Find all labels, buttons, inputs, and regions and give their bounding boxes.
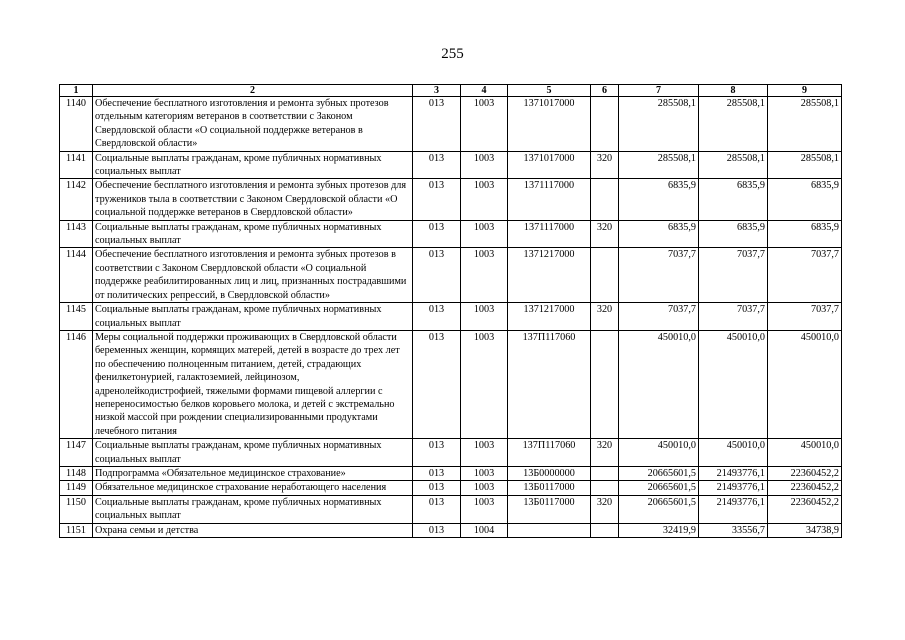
target-code-cell: 137П117060 <box>508 439 591 467</box>
expense-type-cell <box>591 330 619 438</box>
amount-col9-cell: 22360452,2 <box>768 495 842 523</box>
section-code-cell: 1003 <box>461 151 508 179</box>
row-number-cell: 1140 <box>60 97 93 152</box>
row-name-cell: Социальные выплаты гражданам, кроме публичных нормативных социальных выплат <box>93 303 413 331</box>
row-name-cell: Социальные выплаты гражданам, кроме публичных нормативных социальных выплат <box>93 151 413 179</box>
expense-type-cell <box>591 466 619 480</box>
amount-col8-cell: 7037,7 <box>699 248 768 303</box>
amount-col9-cell: 22360452,2 <box>768 466 842 480</box>
admin-code-cell: 013 <box>413 439 461 467</box>
target-code-cell: 13Б0117000 <box>508 495 591 523</box>
target-code-cell: 13Б0000000 <box>508 466 591 480</box>
section-code-cell: 1003 <box>461 97 508 152</box>
amount-col9-cell: 7037,7 <box>768 248 842 303</box>
row-name-cell: Меры социальной поддержки проживающих в Свердловской области беременных женщин, кормящих матерей, детей в возрасте до трех лет по обеспечению полноценным питанием, детей, страдающих фенилкетонурией, галактоземией, лейцинозом, адренолейкодистрофией, тяжелыми формами пищевой аллергии с непереносимостью белков коровьего молока, и детей с экстремально низкой массой при рождении специализированными продуктами лечебного питания <box>93 330 413 438</box>
amount-col7-cell: 285508,1 <box>619 97 699 152</box>
amount-col7-cell: 7037,7 <box>619 248 699 303</box>
header-col-8: 8 <box>699 85 768 97</box>
header-col-3: 3 <box>413 85 461 97</box>
row-number-cell: 1143 <box>60 220 93 248</box>
section-code-cell: 1003 <box>461 303 508 331</box>
amount-col9-cell: 6835,9 <box>768 179 842 220</box>
table-body <box>60 97 842 538</box>
amount-col8-cell: 21493776,1 <box>699 481 768 495</box>
row-name-cell: Подпрограмма «Обязательное медицинское страхование» <box>93 466 413 480</box>
header-col-5: 5 <box>508 85 591 97</box>
row-name-cell: Социальные выплаты гражданам, кроме публичных нормативных социальных выплат <box>93 439 413 467</box>
section-code-cell: 1003 <box>461 330 508 438</box>
amount-col9-cell: 285508,1 <box>768 97 842 152</box>
amount-col8-cell: 6835,9 <box>699 220 768 248</box>
table-row <box>60 495 842 523</box>
header-col-4: 4 <box>461 85 508 97</box>
amount-col8-cell: 285508,1 <box>699 97 768 152</box>
section-code-cell: 1003 <box>461 248 508 303</box>
row-name-cell: Обеспечение бесплатного изготовления и ремонта зубных протезов в соответствии с Законом Свердловской области «О социальной поддержке реабилитированных лиц и лиц, признанных пострадавшими от политических репрессий, в Свердловской области» <box>93 248 413 303</box>
row-number-cell: 1147 <box>60 439 93 467</box>
row-name-cell: Социальные выплаты гражданам, кроме публичных нормативных социальных выплат <box>93 495 413 523</box>
admin-code-cell: 013 <box>413 523 461 537</box>
expense-type-cell: 320 <box>591 495 619 523</box>
expense-type-cell: 320 <box>591 220 619 248</box>
header-col-9: 9 <box>768 85 842 97</box>
amount-col9-cell: 450010,0 <box>768 330 842 438</box>
table-row <box>60 151 842 179</box>
admin-code-cell: 013 <box>413 151 461 179</box>
header-col-2: 2 <box>93 85 413 97</box>
budget-table <box>59 84 842 538</box>
row-name-cell: Социальные выплаты гражданам, кроме публичных нормативных социальных выплат <box>93 220 413 248</box>
table-row <box>60 523 842 537</box>
amount-col9-cell: 7037,7 <box>768 303 842 331</box>
section-code-cell: 1003 <box>461 466 508 480</box>
row-number-cell: 1148 <box>60 466 93 480</box>
row-name-cell: Обеспечение бесплатного изготовления и ремонта зубных протезов для тружеников тыла в соответствии с Законом Свердловской области «О социальной поддержке ветеранов в Свердловской области» <box>93 179 413 220</box>
amount-col9-cell: 34738,9 <box>768 523 842 537</box>
header-col-1: 1 <box>60 85 93 97</box>
table-row <box>60 303 842 331</box>
amount-col8-cell: 21493776,1 <box>699 495 768 523</box>
amount-col7-cell: 450010,0 <box>619 330 699 438</box>
row-number-cell: 1145 <box>60 303 93 331</box>
target-code-cell: 137П117060 <box>508 330 591 438</box>
expense-type-cell: 320 <box>591 303 619 331</box>
expense-type-cell <box>591 97 619 152</box>
amount-col7-cell: 450010,0 <box>619 439 699 467</box>
expense-type-cell <box>591 179 619 220</box>
table-header-row <box>60 85 842 97</box>
row-name-cell: Обязательное медицинское страхование неработающего населения <box>93 481 413 495</box>
table-row <box>60 481 842 495</box>
expense-type-cell <box>591 248 619 303</box>
row-number-cell: 1144 <box>60 248 93 303</box>
page-number: 255 <box>441 46 464 62</box>
admin-code-cell: 013 <box>413 481 461 495</box>
target-code-cell: 1371117000 <box>508 220 591 248</box>
table-row <box>60 97 842 152</box>
admin-code-cell: 013 <box>413 330 461 438</box>
expense-type-cell <box>591 523 619 537</box>
amount-col9-cell: 22360452,2 <box>768 481 842 495</box>
amount-col8-cell: 285508,1 <box>699 151 768 179</box>
amount-col7-cell: 20665601,5 <box>619 466 699 480</box>
section-code-cell: 1003 <box>461 220 508 248</box>
target-code-cell: 1371217000 <box>508 303 591 331</box>
row-number-cell: 1142 <box>60 179 93 220</box>
amount-col8-cell: 21493776,1 <box>699 466 768 480</box>
row-name-cell: Обеспечение бесплатного изготовления и ремонта зубных протезов отдельным категориям ветеранов в соответствии с Законом Свердловской области «О социальной поддержке ветеранов в Свердловской области» <box>93 97 413 152</box>
amount-col8-cell: 7037,7 <box>699 303 768 331</box>
target-code-cell: 1371017000 <box>508 151 591 179</box>
row-name-cell: Охрана семьи и детства <box>93 523 413 537</box>
table-row <box>60 330 842 438</box>
admin-code-cell: 013 <box>413 466 461 480</box>
header-col-6: 6 <box>591 85 619 97</box>
target-code-cell <box>508 523 591 537</box>
table-row <box>60 466 842 480</box>
admin-code-cell: 013 <box>413 179 461 220</box>
section-code-cell: 1003 <box>461 495 508 523</box>
amount-col7-cell: 6835,9 <box>619 179 699 220</box>
amount-col7-cell: 20665601,5 <box>619 481 699 495</box>
target-code-cell: 1371117000 <box>508 179 591 220</box>
header-col-7: 7 <box>619 85 699 97</box>
admin-code-cell: 013 <box>413 303 461 331</box>
expense-type-cell <box>591 481 619 495</box>
amount-col7-cell: 7037,7 <box>619 303 699 331</box>
amount-col8-cell: 6835,9 <box>699 179 768 220</box>
row-number-cell: 1141 <box>60 151 93 179</box>
row-number-cell: 1151 <box>60 523 93 537</box>
amount-col7-cell: 20665601,5 <box>619 495 699 523</box>
table-row <box>60 439 842 467</box>
section-code-cell: 1003 <box>461 481 508 495</box>
section-code-cell: 1003 <box>461 439 508 467</box>
admin-code-cell: 013 <box>413 495 461 523</box>
target-code-cell: 1371217000 <box>508 248 591 303</box>
table-row <box>60 220 842 248</box>
admin-code-cell: 013 <box>413 248 461 303</box>
table-row <box>60 179 842 220</box>
row-number-cell: 1146 <box>60 330 93 438</box>
expense-type-cell: 320 <box>591 439 619 467</box>
section-code-cell: 1003 <box>461 179 508 220</box>
row-number-cell: 1149 <box>60 481 93 495</box>
admin-code-cell: 013 <box>413 220 461 248</box>
amount-col9-cell: 6835,9 <box>768 220 842 248</box>
target-code-cell: 13Б0117000 <box>508 481 591 495</box>
admin-code-cell: 013 <box>413 97 461 152</box>
amount-col7-cell: 6835,9 <box>619 220 699 248</box>
amount-col9-cell: 285508,1 <box>768 151 842 179</box>
amount-col8-cell: 450010,0 <box>699 439 768 467</box>
amount-col8-cell: 450010,0 <box>699 330 768 438</box>
table-row <box>60 248 842 303</box>
section-code-cell: 1004 <box>461 523 508 537</box>
row-number-cell: 1150 <box>60 495 93 523</box>
amount-col7-cell: 285508,1 <box>619 151 699 179</box>
amount-col7-cell: 32419,9 <box>619 523 699 537</box>
target-code-cell: 1371017000 <box>508 97 591 152</box>
expense-type-cell: 320 <box>591 151 619 179</box>
amount-col8-cell: 33556,7 <box>699 523 768 537</box>
amount-col9-cell: 450010,0 <box>768 439 842 467</box>
